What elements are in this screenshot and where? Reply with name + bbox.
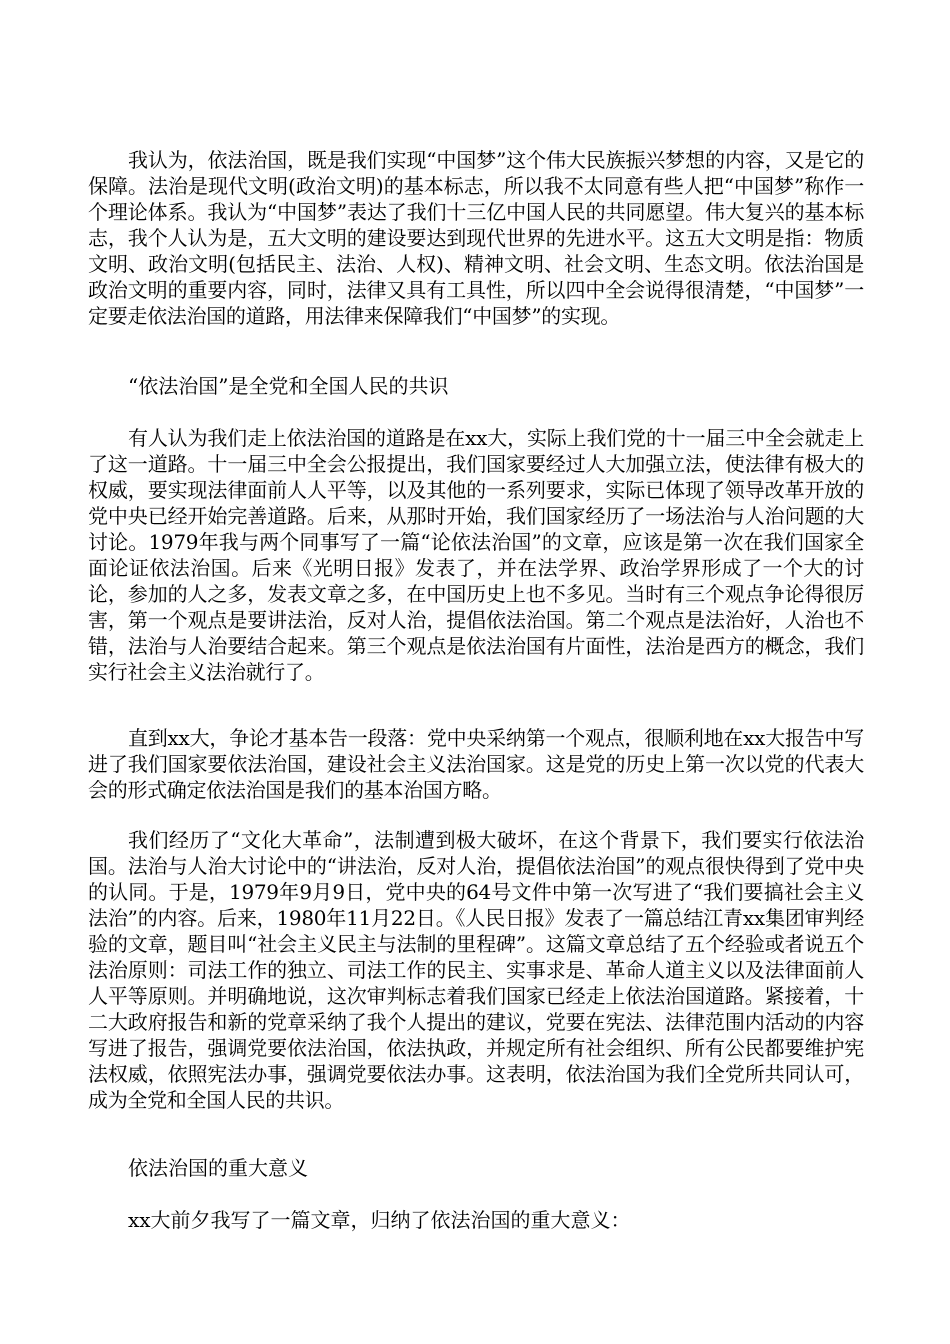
section-heading-significance: 依法治国的重大意义 [128,1156,308,1180]
section-heading-consensus: “依法治国”是全党和全国人民的共识 [128,374,449,398]
paragraph-china-dream: 我认为，依法治国，既是我们实现“中国梦”这个伟大民族振兴梦想的内容，又是它的保障。法治是现代文明(政治文明)的基本标志，所以我不太同意有些人把“中国梦”称作一个理论体系。我认为“中国梦”表达了我们十三亿中国人民的共同愿望。伟大复兴的基本标志，我个人认为是，五大文明的建设要达到现代世界的先进水平。这五大文明是指：物质文明、政治文明(包括民主、法治、人权)、精神文明、社会文明、生态文明。依法治国是政治文明的重要内容，同时，法律又具有工具性，所以四中全会说得很清楚，“中国梦”一定要走依法治国的道路，用法律来保障我们“中国梦”的实现。 [88,148,864,328]
paragraph-road-history: 有人认为我们走上依法治国的道路是在xx大，实际上我们党的十一届三中全会就走上了这一道路。十一届三中全会公报提出，我们国家要经过人大加强立法，使法律有极大的权威，要实现法律面前人人平等，以及其他的一系列要求，实际已体现了领导改革开放的党中央已经开始完善道路。后来，从那时开始，我们国家经历了一场法治与人治问题的大讨论。1979年我与两个同事写了一篇“论依法治国”的文章，应该是第一次在我们国家全面论证依法治国。后来《光明日报》发表了，并在法学界、政治学界形成了一个大的讨论，参加的人之多，发表文章之多，在中国历史上也不多见。当时有三个观点争论得很厉害，第一个观点是要讲法治，反对人治，提倡依法治国。第二个观点是法治好，人治也不错，法治与人治要结合起来。第三个观点是依法治国有片面性，法治是西方的概念，我们实行社会主义法治就行了。 [88,426,864,684]
paragraph-significance-intro: xx大前夕我写了一篇文章，归纳了依法治国的重大意义： [128,1208,631,1232]
paragraph-cultural-revolution: 我们经历了“文化大革命”，法制遭到极大破坏，在这个背景下，我们要实行依法治国。法治与人治大讨论中的“讲法治，反对人治，提倡依法治国”的观点很快得到了党中央的认同。于是，1979年9月9日，党中央的64号文件中第一次写进了“我们要搞社会主义法治”的内容。后来，1980年11月22日。《人民日报》发表了一篇总结江青xx集团审判经验的文章，题目叫“社会主义民主与法制的里程碑”。这篇文章总结了五个经验或者说五个法治原则：司法工作的独立、司法工作的民主、实事求是、革命人道主义以及法律面前人人平等原则。并明确地说，这次审判标志着我们国家已经走上依法治国道路。紧接着，十二大政府报告和新的党章采纳了我个人提出的建议，党要在宪法、法律范围内活动的内容写进了报告，强调党要依法治国，依法执政，并规定所有社会组织、所有公民都要维护宪法权威，依照宪法办事，强调党要依法办事。这表明，依法治国为我们全党所共同认可，成为全党和全国人民的共识。 [88,828,864,1112]
paragraph-congress-conclusion: 直到xx大，争论才基本告一段落：党中央采纳第一个观点，很顺利地在xx大报告中写进了我们国家要依法治国，建设社会主义法治国家。这是党的历史上第一次以党的代表大会的形式确定依法治国是我们的基本治国方略。 [88,726,864,802]
